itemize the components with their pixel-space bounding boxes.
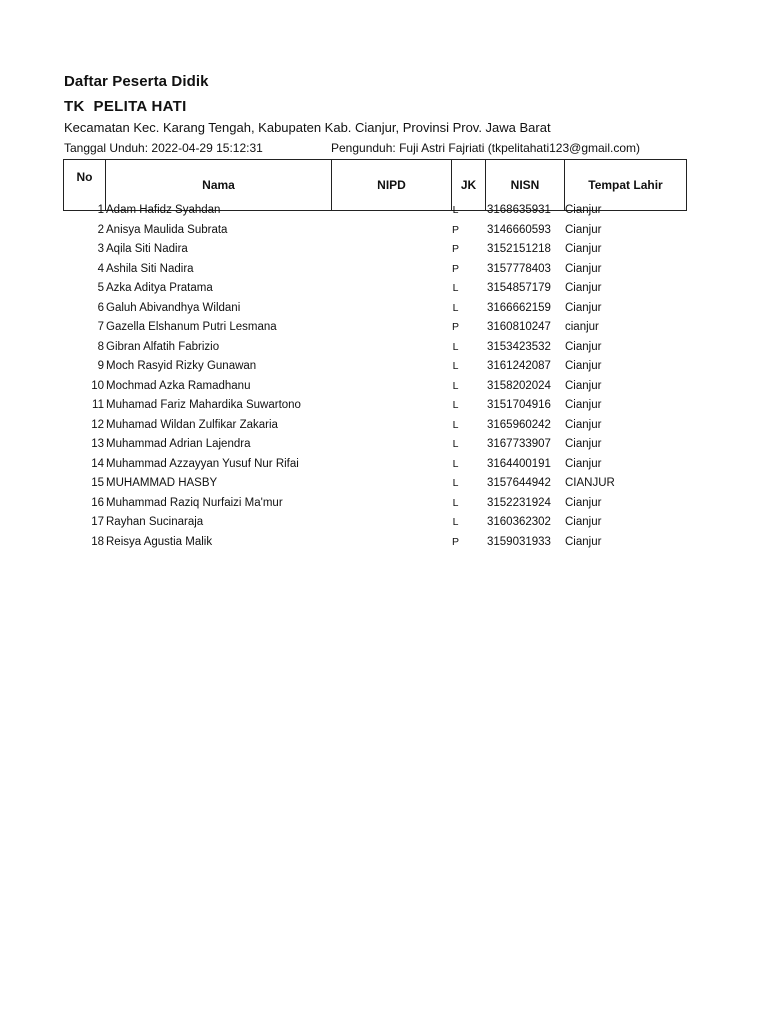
student-nisn: 3153423532 bbox=[487, 340, 551, 353]
student-birthplace: Cianjur bbox=[565, 301, 602, 314]
student-name: Aqila Siti Nadira bbox=[106, 243, 188, 255]
student-name: Adam Hafidz Syahdan bbox=[106, 204, 221, 216]
student-no: 5 bbox=[97, 282, 104, 294]
student-name: Muhammad Raziq Nurfaizi Ma'mur bbox=[106, 496, 283, 509]
student-no: 2 bbox=[97, 223, 104, 236]
header-jk: JK bbox=[452, 160, 486, 211]
student-gender: P bbox=[451, 243, 459, 255]
student-name: Moch Rasyid Rizky Gunawan bbox=[106, 360, 257, 372]
student-birthplace: Cianjur bbox=[565, 340, 602, 353]
student-birthplace: Cianjur bbox=[565, 262, 602, 275]
student-name: Azka Aditya Pratama bbox=[106, 282, 213, 294]
student-name: Muhammad Adrian Lajendra bbox=[106, 438, 251, 450]
student-nisn: 3158202024 bbox=[487, 379, 551, 392]
student-birthplace: Cianjur bbox=[565, 399, 602, 411]
student-nisn: 3154857179 bbox=[487, 282, 551, 294]
student-birthplace: CIANJUR bbox=[565, 477, 615, 489]
student-nisn: 3157644942 bbox=[487, 477, 551, 489]
student-gender: P bbox=[451, 535, 459, 548]
student-no: 8 bbox=[97, 340, 104, 353]
student-birthplace: Cianjur bbox=[565, 438, 602, 450]
student-gender: L bbox=[452, 399, 459, 411]
downloader-info: Pengunduh: Fuji Astri Fajriati (tkpelitahati123@gmail.com) bbox=[331, 141, 640, 155]
student-no: 12 bbox=[91, 418, 104, 431]
student-gender: L bbox=[452, 496, 459, 509]
student-nisn: 3151704916 bbox=[487, 399, 551, 411]
student-birthplace: Cianjur bbox=[565, 457, 602, 470]
student-nisn: 3152151218 bbox=[487, 243, 551, 255]
student-name: Gibran Alfatih Fabrizio bbox=[106, 340, 220, 353]
student-no: 6 bbox=[97, 301, 104, 314]
student-name: Muhammad Azzayyan Yusuf Nur Rifai bbox=[106, 457, 299, 470]
header-nama: Nama bbox=[106, 160, 332, 211]
student-name: Gazella Elshanum Putri Lesmana bbox=[106, 321, 277, 333]
student-name: Rayhan Sucinaraja bbox=[106, 516, 204, 528]
student-name: Mochmad Azka Ramadhanu bbox=[106, 379, 251, 392]
student-no: 17 bbox=[91, 516, 104, 528]
student-no: 13 bbox=[91, 438, 104, 450]
student-no: 10 bbox=[91, 379, 104, 392]
student-birthplace: Cianjur bbox=[565, 496, 602, 509]
student-no: 18 bbox=[91, 535, 104, 548]
student-name: MUHAMMAD HASBY bbox=[106, 477, 218, 489]
student-birthplace: Cianjur bbox=[565, 282, 602, 294]
student-no: 4 bbox=[97, 262, 104, 275]
student-gender: L bbox=[452, 204, 459, 216]
student-gender: L bbox=[452, 418, 459, 431]
document-title: Daftar Peserta Didik bbox=[64, 73, 209, 90]
student-nisn: 3160362302 bbox=[487, 516, 551, 528]
student-gender: P bbox=[451, 262, 459, 275]
student-birthplace: Cianjur bbox=[565, 223, 602, 236]
student-gender: L bbox=[452, 360, 459, 372]
student-name: Reisya Agustia Malik bbox=[106, 535, 213, 548]
student-no: 14 bbox=[91, 457, 104, 470]
student-gender: L bbox=[452, 379, 459, 392]
student-gender: L bbox=[452, 282, 459, 294]
student-nisn: 3167733907 bbox=[487, 438, 551, 450]
student-nisn: 3164400191 bbox=[487, 457, 551, 470]
student-gender: L bbox=[452, 340, 459, 353]
student-no: 7 bbox=[97, 321, 104, 333]
student-gender: P bbox=[451, 321, 459, 333]
download-date: Tanggal Unduh: 2022-04-29 15:12:31 bbox=[64, 141, 263, 155]
student-birthplace: Cianjur bbox=[565, 379, 602, 392]
student-gender: L bbox=[452, 516, 459, 528]
student-nisn: 3152231924 bbox=[487, 496, 551, 509]
student-name: Anisya Maulida Subrata bbox=[106, 223, 228, 236]
student-birthplace: Cianjur bbox=[565, 204, 602, 216]
student-gender: L bbox=[452, 438, 459, 450]
student-gender: L bbox=[452, 301, 459, 314]
student-no: 3 bbox=[97, 243, 104, 255]
student-gender: L bbox=[452, 457, 459, 470]
student-birthplace: cianjur bbox=[565, 321, 599, 333]
header-nisn: NISN bbox=[486, 160, 565, 211]
student-nisn: 3161242087 bbox=[487, 360, 551, 372]
student-no: 16 bbox=[91, 496, 104, 509]
student-name: Muhamad Fariz Mahardika Suwartono bbox=[106, 399, 301, 411]
student-name: Ashila Siti Nadira bbox=[106, 262, 194, 275]
student-gender: P bbox=[451, 223, 459, 236]
student-birthplace: Cianjur bbox=[565, 418, 602, 431]
student-no: 15 bbox=[91, 477, 104, 489]
header-tempat-lahir: Tempat Lahir bbox=[565, 160, 687, 211]
student-nisn: 3159031933 bbox=[487, 535, 551, 548]
student-nisn: 3165960242 bbox=[487, 418, 551, 431]
student-nisn: 3146660593 bbox=[487, 223, 551, 236]
region-line: Kecamatan Kec. Karang Tengah, Kabupaten Kab. Cianjur, Provinsi Prov. Jawa Barat bbox=[64, 120, 551, 135]
student-name: Galuh Abivandhya Wildani bbox=[106, 301, 241, 314]
student-no: 11 bbox=[92, 399, 104, 411]
student-nisn: 3157778403 bbox=[487, 262, 551, 275]
school-name: TK PELITA HATI bbox=[64, 98, 187, 115]
header-nipd: NIPD bbox=[332, 160, 452, 211]
student-nisn: 3168635931 bbox=[487, 204, 551, 216]
student-no: 1 bbox=[97, 204, 104, 216]
student-nisn: 3160810247 bbox=[487, 321, 551, 333]
student-gender: L bbox=[452, 477, 459, 489]
header-no: No bbox=[64, 160, 106, 211]
student-birthplace: Cianjur bbox=[565, 243, 602, 255]
student-birthplace: Cianjur bbox=[565, 535, 602, 548]
student-birthplace: Cianjur bbox=[565, 516, 602, 528]
student-no: 9 bbox=[97, 360, 104, 372]
student-name: Muhamad Wildan Zulfikar Zakaria bbox=[106, 418, 278, 431]
student-nisn: 3166662159 bbox=[487, 301, 551, 314]
student-birthplace: Cianjur bbox=[565, 360, 602, 372]
